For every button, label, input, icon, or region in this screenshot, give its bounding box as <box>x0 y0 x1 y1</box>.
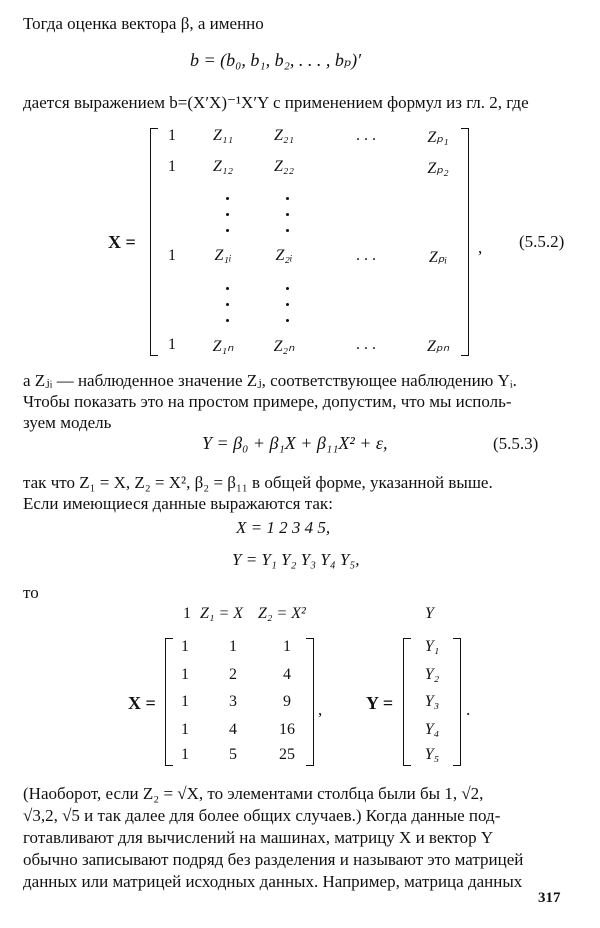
paragraph-observation <box>23 370 573 433</box>
ellipsis-dot <box>226 303 229 306</box>
text-line: (Наоборот, если Z₂ = √X, то элементами столбца были бы 1, √2, <box>23 784 484 803</box>
col-header-1: 1 <box>183 605 191 622</box>
equation-number-552: (5.5.2) <box>519 232 565 251</box>
matrix-cell: 4 <box>229 721 237 738</box>
text-line: Если имеющиеся данные выражаются так: <box>23 494 333 513</box>
text-line: √3,2, √5 и так далее для более общих случаев.) Когда данные под- <box>23 806 501 825</box>
ellipsis-dot <box>286 229 289 232</box>
word-to: то <box>23 583 39 602</box>
text-line: готавливают для вычислений на машинах, матрицу X и вектор Y <box>23 828 494 847</box>
vector-cell: Y₅ <box>424 746 440 763</box>
matrix-cell: 1 <box>168 158 176 175</box>
vector-cell: Y₄ <box>424 721 440 738</box>
matrix-cell: 2 <box>229 666 237 683</box>
equation-number-553: (5.5.3) <box>493 434 539 453</box>
b-vector-equation: b = (b₀, b₁, b₂, . . . , bₚ)′ <box>190 50 362 70</box>
matrix-cell: 1 <box>181 638 189 655</box>
ellipsis-dot <box>226 229 229 232</box>
matrix-cell: . . . <box>356 127 376 144</box>
matrix-cell: 1 <box>168 127 176 144</box>
vector-cell: Y₂ <box>424 666 440 683</box>
x-matrix-label: X = <box>108 232 136 252</box>
matrix-cell: Z₂ᵢ <box>275 247 293 264</box>
text-line: Чтобы показать это на простом примере, допустим, что мы исполь- <box>23 392 512 411</box>
page-number: 317 <box>538 890 561 906</box>
ellipsis-dot <box>286 303 289 306</box>
matrix-cell: 1 <box>181 746 189 763</box>
y-example-label: Y = <box>366 693 394 713</box>
matrix-cell: 1 <box>229 638 237 655</box>
ellipsis-dot <box>286 287 289 290</box>
col-header-z2: Z₂ = X² <box>258 605 306 622</box>
matrix-cell: 1 <box>168 336 176 353</box>
text-line: данных или матрицей исходных данных. Например, матрица данных <box>23 872 523 891</box>
matrix-cell: Zₚ₁ <box>427 129 449 146</box>
ellipsis-dot <box>286 213 289 216</box>
col-header-z1: Z₁ = X <box>200 605 244 622</box>
text-line: зуем модель <box>23 413 112 432</box>
ellipsis-dot <box>226 197 229 200</box>
matrix-cell: 16 <box>279 721 295 738</box>
text-line: обычно записывают подряд без разделения и называют это матрицей <box>23 850 524 869</box>
col-header-y: Y <box>425 605 434 622</box>
matrix-cell: . . . <box>356 247 376 264</box>
data-x-line: X = 1 2 3 4 5, <box>236 518 331 537</box>
matrix-cell: Z₂₂ <box>273 158 295 175</box>
matrix-cell: 4 <box>283 666 291 683</box>
period: . <box>466 700 471 719</box>
matrix-cell: 1 <box>181 693 189 710</box>
ellipsis-dot <box>286 319 289 322</box>
matrix-cell: Z₁ᵢ <box>214 247 232 264</box>
comma: , <box>318 700 323 719</box>
matrix-cell: 1 <box>168 247 176 264</box>
matrix-cell: 9 <box>283 693 291 710</box>
matrix-cell: 1 <box>283 638 291 655</box>
x-example-label: X = <box>128 693 156 713</box>
expression-line: дается выражением b=(X′X)⁻¹X′Y с применением формул из гл. 2, где <box>23 93 529 112</box>
right-bracket <box>306 638 314 766</box>
matrix-cell: Z₂₁ <box>273 127 295 144</box>
ellipsis-dot <box>226 319 229 322</box>
ellipsis-dot <box>226 287 229 290</box>
matrix-cell: Z₂ₙ <box>273 338 295 355</box>
paragraph-data-matrix <box>23 783 573 893</box>
matrix-cell: 1 <box>181 721 189 738</box>
matrix-cell: Z₁₂ <box>212 158 234 175</box>
matrix-cell: 3 <box>229 693 237 710</box>
intro-line: Тогда оценка вектора β, а именно <box>23 14 264 33</box>
data-y-line: Y = Y₁ Y₂ Y₃ Y₄ Y₅, <box>232 550 360 569</box>
paragraph-substitution <box>23 472 573 514</box>
right-bracket <box>453 638 461 766</box>
matrix-cell: Z₁₁ <box>212 127 234 144</box>
comma: , <box>478 238 483 257</box>
text-line: так что Z₁ = X, Z₂ = X², β₂ = β₁₁ в общей форме, указанной выше. <box>23 473 493 492</box>
matrix-cell: 1 <box>181 666 189 683</box>
right-bracket <box>461 128 469 356</box>
left-bracket <box>403 638 411 766</box>
vector-cell: Y₁ <box>424 638 440 655</box>
matrix-cell: Zₚₙ <box>426 338 450 355</box>
text-line: а Zⱼᵢ — наблюденное значение Zⱼ, соответствующее наблюдению Yᵢ. <box>23 371 517 390</box>
matrix-cell: 25 <box>279 746 295 763</box>
matrix-cell: Zₚ₂ <box>427 160 449 177</box>
ellipsis-dot <box>226 213 229 216</box>
model-equation: Y = β₀ + β₁X + β₁₁X² + ε, <box>202 433 388 453</box>
matrix-cell: 5 <box>229 746 237 763</box>
matrix-cell: Z₁ₙ <box>212 338 234 355</box>
vector-cell: Y₃ <box>424 693 440 710</box>
matrix-cell: . . . <box>356 336 376 353</box>
matrix-cell: Zₚᵢ <box>428 249 448 266</box>
ellipsis-dot <box>286 197 289 200</box>
